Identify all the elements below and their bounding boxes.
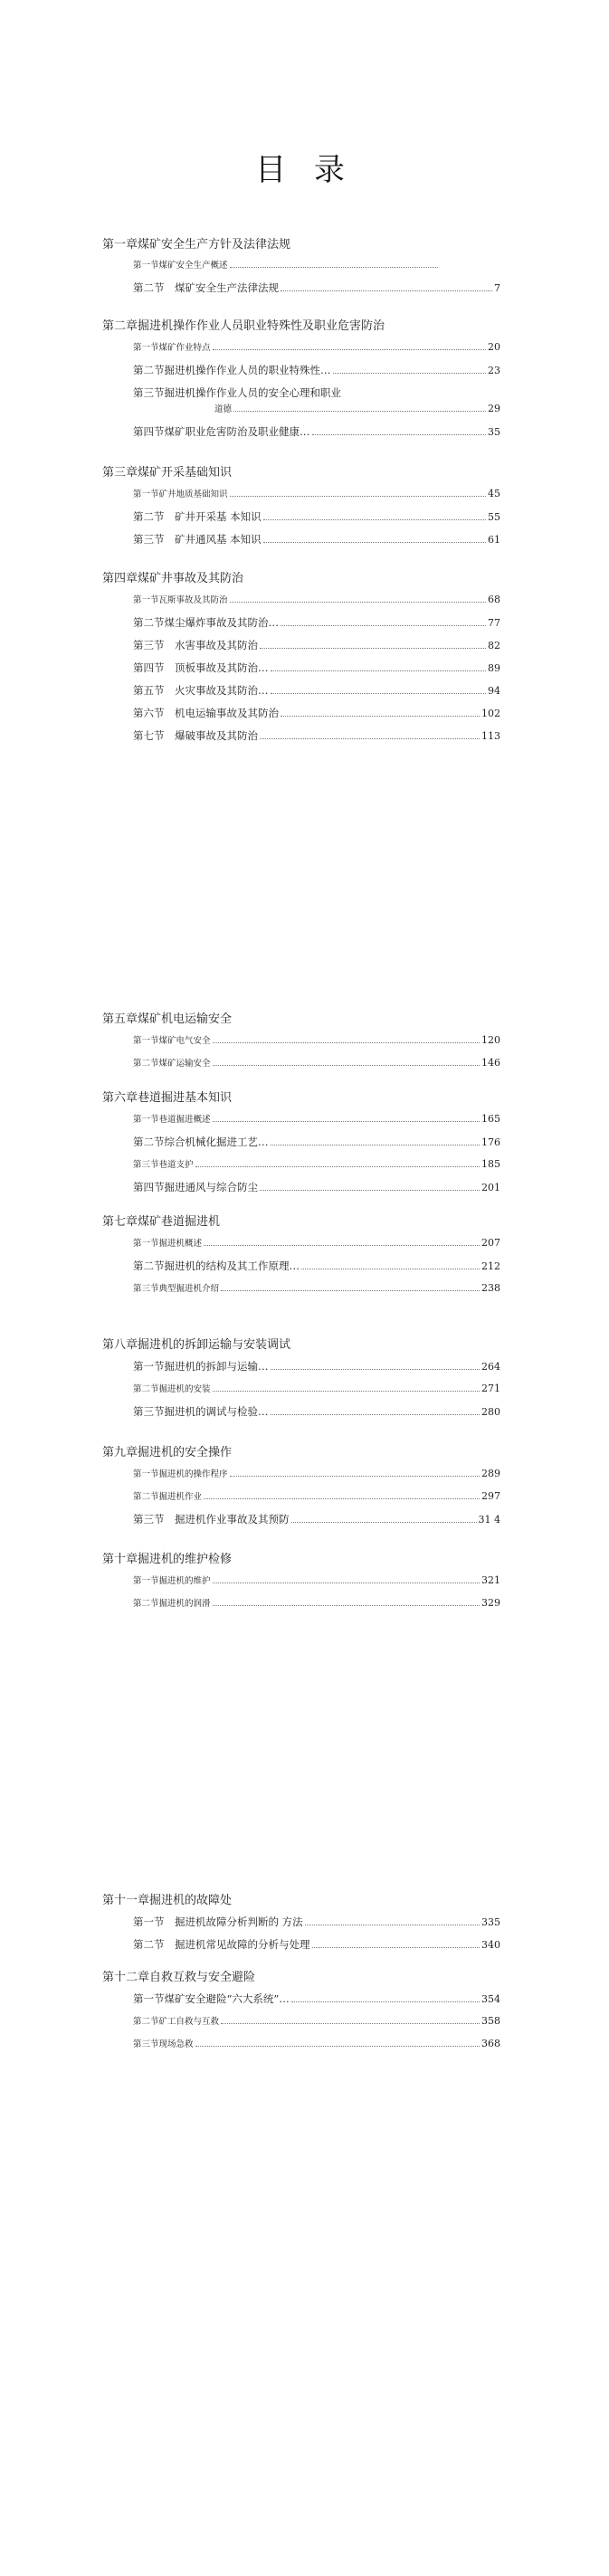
toc-entry[interactable] (133, 1915, 500, 1930)
toc-entry[interactable] (133, 1056, 500, 1071)
page-number: 82 (488, 640, 500, 651)
section-label: 第一节瓦斯事故及其防治 (133, 595, 228, 605)
section-label: 第四节掘进通风与综合防尘 (133, 1181, 258, 1193)
page-number: 340 (481, 1939, 500, 1951)
page-number: 280 (481, 1406, 500, 1418)
section-label: 第二节矿工自救与互救 (133, 2017, 220, 2027)
section-label: 第三节 掘进机作业事故及其预防 (133, 1513, 290, 1526)
section-label: 第一节煤矿安全生产概述 (133, 261, 228, 271)
leader-dots (263, 542, 486, 543)
toc-entry[interactable] (133, 2014, 500, 2029)
toc-entry[interactable] (133, 661, 500, 676)
page-number: 354 (481, 1993, 500, 2005)
toc-entry[interactable] (133, 1157, 500, 1173)
section-label: 第一节煤矿安全避险“六大系统”… (133, 1992, 290, 2005)
page-number: 29 (488, 403, 500, 414)
section-label: 第六节 机电运输事故及其防治 (133, 707, 279, 719)
section-label: 第三节现场急救 (133, 2039, 194, 2049)
toc-entry[interactable] (133, 1382, 500, 1397)
chapter-title[interactable]: 第三章煤矿开采基础知识 (102, 466, 233, 480)
toc-entry[interactable] (133, 1596, 500, 1611)
leader-dots (271, 693, 487, 694)
page-number: 102 (481, 708, 500, 719)
leader-dots (221, 2023, 480, 2024)
page-number: 368 (481, 2038, 500, 2049)
toc-entry[interactable] (133, 1573, 500, 1589)
section-label: 第二节掘进机操作作业人员的职业特殊性… (133, 364, 331, 376)
section-label: 第一节矿井地质基础知识 (133, 490, 228, 499)
toc-entry[interactable] (133, 1991, 500, 2007)
toc-entry[interactable] (133, 363, 500, 378)
chapter-title[interactable]: 第五章煤矿机电运输安全 (102, 1012, 233, 1026)
section-label: 第二节综合机械化掘进工艺… (133, 1136, 269, 1148)
page-number: 35 (488, 426, 500, 438)
chapter-block (102, 1970, 500, 2059)
chapter-title[interactable]: 第二章掘进机操作作业人员职业特殊性及职业危害防治 (102, 319, 385, 333)
page-number: 7 (494, 282, 500, 294)
page-number: 201 (481, 1182, 500, 1193)
leader-dots (213, 1065, 480, 1066)
toc-entry[interactable] (133, 532, 500, 547)
toc-entry[interactable] (133, 1281, 500, 1297)
section-label: 第二节 掘进机常见故障的分析与处理 (133, 1938, 310, 1951)
section-label: 第一节掘进机的操作程序 (133, 1469, 228, 1479)
chapter-block (102, 571, 500, 751)
page-number: 55 (488, 511, 500, 523)
chapter-block (102, 318, 500, 447)
chapter-title[interactable]: 第八章掘进机的拆卸运输与安装调试 (102, 1338, 291, 1352)
page-number: 77 (488, 617, 500, 629)
page-number: 146 (481, 1057, 500, 1069)
leader-dots (263, 519, 486, 520)
leader-dots (281, 716, 480, 717)
section-label: 第二节掘进机作业 (133, 1492, 203, 1502)
toc-entry[interactable] (133, 259, 500, 273)
toc-entry[interactable] (133, 487, 500, 502)
section-label: 第一节 掘进机故障分析判断的 方法 (133, 1915, 303, 1928)
chapter-title[interactable]: 第七章煤矿巷道掘进机 (102, 1215, 221, 1229)
toc-entry[interactable] (133, 2037, 500, 2052)
section-label: 第四节 顶板事故及其防治… (133, 661, 269, 674)
chapter-title[interactable]: 第四章煤矿井事故及其防治 (102, 572, 244, 585)
toc-entry[interactable] (133, 1404, 500, 1420)
toc-entry[interactable] (133, 1236, 500, 1251)
leader-dots (213, 1121, 480, 1122)
toc-entry[interactable] (133, 340, 500, 356)
toc-entry[interactable] (133, 1937, 500, 1953)
leader-dots (271, 1414, 481, 1415)
page-number: 335 (481, 1916, 500, 1928)
leader-dots (195, 1166, 480, 1167)
chapter-title[interactable]: 第十二章自救互救与安全避险 (102, 1971, 256, 1984)
section-label: 第一节巷道掘进概述 (133, 1115, 211, 1125)
page-number: 68 (488, 594, 500, 605)
chapter-title[interactable]: 第一章煤矿安全生产方针及法律法规 (102, 238, 291, 252)
leader-dots (221, 1290, 480, 1291)
chapter-block (102, 1445, 500, 1535)
section-label: 第三节掘进机操作作业人员的安全心理和职业 (133, 386, 341, 399)
leader-dots (230, 496, 486, 497)
toc-entry[interactable] (133, 638, 500, 653)
section-label: 第三节 水害事故及其防治 (133, 639, 258, 651)
leader-dots (230, 602, 486, 603)
section-label: 第一节掘进机的拆卸与运输… (133, 1360, 269, 1373)
page-number: 297 (481, 1490, 500, 1502)
page-number: 271 (481, 1383, 500, 1394)
leader-dots (333, 373, 487, 374)
leader-dots (260, 1190, 480, 1191)
toc-entry[interactable] (133, 385, 500, 400)
leader-dots (281, 290, 492, 291)
toc-entry[interactable] (133, 706, 500, 721)
page-number: 20 (488, 341, 500, 353)
leader-dots (271, 670, 487, 671)
section-label: 第一节掘进机的维护 (133, 1576, 211, 1586)
chapter-title[interactable]: 第九章掘进机的安全操作 (102, 1446, 233, 1459)
chapter-block (102, 1214, 500, 1304)
leader-dots (260, 648, 486, 649)
page-number: 329 (481, 1597, 500, 1609)
section-label: 第七节 爆破事故及其防治 (133, 729, 258, 742)
chapter-block (102, 237, 500, 303)
leader-dots (291, 1522, 477, 1523)
toc-entry[interactable] (133, 728, 500, 744)
section-label: 第一节掘进机概述 (133, 1239, 203, 1249)
section-label: 道德 (214, 404, 233, 414)
toc-entry[interactable] (133, 1467, 500, 1482)
toc-entry[interactable] (133, 1180, 500, 1195)
leader-dots (195, 2046, 480, 2047)
toc-entry[interactable] (133, 615, 500, 631)
leader-dots (260, 738, 480, 739)
chapter-block (102, 1090, 500, 1202)
chapter-title[interactable]: 第六章巷道掘进基本知识 (102, 1091, 233, 1105)
page-number: 212 (481, 1260, 500, 1272)
page-number: 264 (481, 1361, 500, 1373)
leader-dots (281, 625, 486, 626)
leader-dots (230, 1476, 480, 1477)
page-number: 207 (481, 1237, 500, 1249)
section-label: 第三节巷道支护 (133, 1160, 194, 1170)
page-title: 目 录 (255, 152, 354, 188)
section-label: 第二节煤矿运输安全 (133, 1059, 211, 1069)
toc-entry[interactable] (214, 402, 500, 417)
chapter-title[interactable]: 第十一章掘进机的故障处 (102, 1894, 233, 1907)
section-label: 第四节煤矿职业危害防治及职业健康… (133, 425, 310, 438)
leader-dots (312, 1947, 481, 1948)
section-label: 第五节 火灾事故及其防治… (133, 684, 269, 697)
toc-entry[interactable] (133, 424, 500, 440)
page-number: 321 (481, 1574, 500, 1586)
page-number: 31 4 (478, 1514, 500, 1526)
toc-entry[interactable] (133, 1259, 500, 1274)
page-number: 289 (481, 1468, 500, 1479)
leader-dots (271, 1369, 481, 1370)
chapter-title[interactable]: 第十章掘进机的维护检修 (102, 1553, 233, 1566)
section-label: 第三节典型掘进机介绍 (133, 1284, 220, 1294)
leader-dots (213, 349, 486, 350)
leader-dots (312, 434, 487, 435)
toc-entry[interactable] (133, 1512, 500, 1527)
leader-dots (291, 2001, 480, 2002)
leader-dots (213, 1391, 480, 1392)
toc-entry[interactable] (133, 280, 500, 296)
toc-entry[interactable] (133, 1135, 500, 1150)
leader-dots (204, 1245, 480, 1246)
page-number: 23 (488, 365, 500, 376)
page-number: 120 (481, 1034, 500, 1046)
page-number: 238 (481, 1282, 500, 1294)
chapter-block (102, 1012, 500, 1079)
section-label: 第三节掘进机的调试与检验… (133, 1405, 269, 1418)
section-label: 第二节掘进机的结构及其工作原理… (133, 1259, 300, 1272)
leader-dots (233, 411, 486, 412)
section-label: 第二节掘进机的安装 (133, 1384, 211, 1394)
page-number: 94 (488, 685, 500, 697)
leader-dots (204, 1498, 480, 1499)
leader-dots (230, 267, 438, 268)
toc-entry[interactable] (133, 509, 500, 525)
toc-entry[interactable] (133, 1359, 500, 1374)
section-label: 第一节煤矿作业特点 (133, 343, 211, 353)
toc-entry[interactable] (133, 593, 500, 608)
section-label: 第三节 矿井通风基 本知识 (133, 533, 262, 546)
section-label: 第二节 矿井开采基 本知识 (133, 510, 262, 523)
page-number: 358 (481, 2015, 500, 2027)
section-label: 第二节 煤矿安全生产法律法规 (133, 281, 279, 294)
page-number: 176 (481, 1136, 500, 1148)
chapter-block (102, 465, 500, 555)
toc-entry[interactable] (133, 1033, 500, 1049)
toc-entry[interactable] (133, 1489, 500, 1505)
toc-entry[interactable] (133, 1112, 500, 1127)
leader-dots (213, 1042, 480, 1043)
page-number: 185 (481, 1158, 500, 1170)
leader-dots (213, 1605, 480, 1606)
chapter-block (102, 1893, 500, 1960)
page-number: 89 (488, 662, 500, 674)
chapter-block (102, 1337, 500, 1427)
section-label: 第二节掘进机的润滑 (133, 1599, 211, 1609)
section-label: 第二节煤尘爆炸事故及其防治… (133, 616, 279, 629)
chapter-block (102, 1552, 500, 1619)
toc-entry[interactable] (133, 683, 500, 699)
section-label: 第一节煤矿电气安全 (133, 1036, 211, 1046)
page-number: 61 (488, 534, 500, 546)
page-number: 45 (488, 488, 500, 499)
page-number: 165 (481, 1113, 500, 1125)
page-number: 113 (481, 730, 500, 742)
